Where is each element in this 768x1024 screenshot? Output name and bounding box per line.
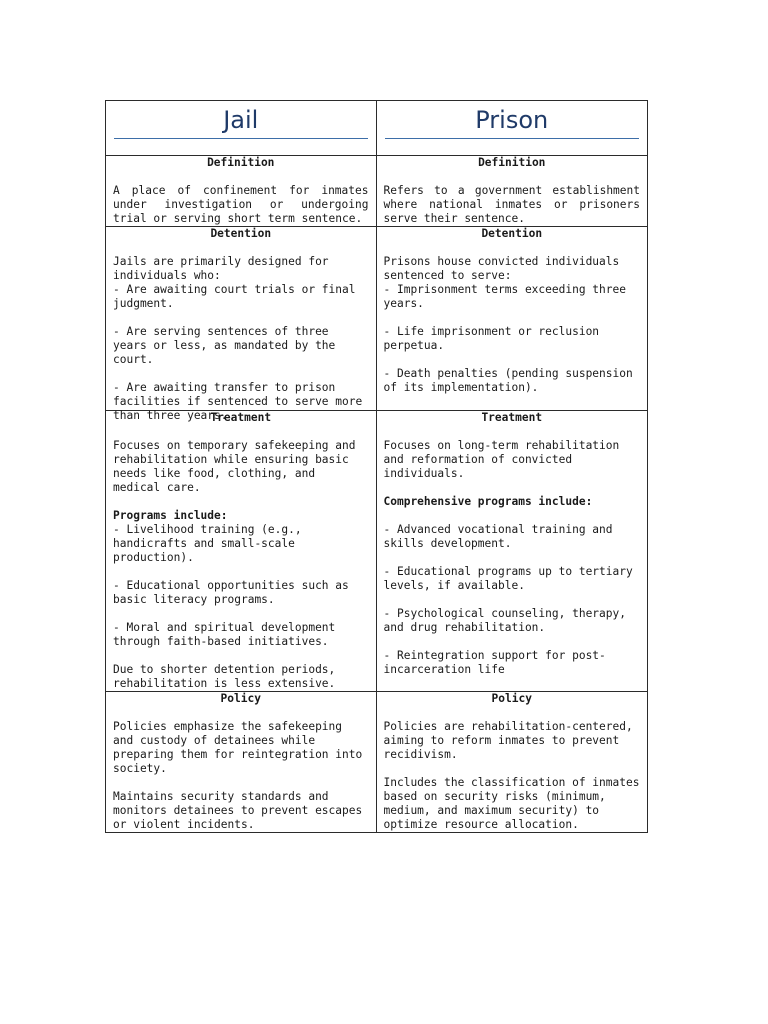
definition-row (106, 155, 647, 226)
jail-header-cell (106, 101, 377, 155)
jail-detention-intro: Jails are primarily designed for individuals who: (113, 255, 329, 282)
list-item: - Life imprisonment or reclusion perpetua. (383, 325, 600, 352)
list-item: - Death penalties (pending suspension of its implementation). (383, 367, 633, 394)
jail-policy-cell (106, 692, 377, 832)
prison-title-underline (385, 138, 640, 139)
section-heading: Policy (491, 692, 532, 705)
header-row (106, 101, 647, 155)
prison-definition-cell (377, 156, 648, 226)
list-item: - Imprisonment terms exceeding three years. (383, 283, 626, 310)
jail-treatment-outro: Due to shorter detention periods, rehabilitation is less extensive. (113, 663, 336, 690)
comparison-table (105, 100, 648, 833)
jail-policy-paragraph: Policies emphasize the safekeeping and custody of detainees while preparing them for reintegration into society. (113, 720, 363, 775)
list-item: - Are awaiting transfer to prison facilities if sentenced to serve more than three years. (113, 381, 363, 422)
jail-title-underline (114, 138, 368, 139)
prison-header-cell (377, 101, 648, 155)
prison-detention-intro: Prisons house convicted individuals sentenced to serve: (383, 255, 620, 282)
list-item: - Reintegration support for post-incarceration life (383, 649, 606, 676)
section-heading: Treatment (481, 411, 543, 424)
programs-label: Comprehensive programs include: (383, 495, 593, 508)
list-item: - Educational programs up to tertiary levels, if available. (383, 565, 633, 592)
section-heading: Definition (207, 156, 275, 169)
list-item: - Livelihood training (e.g., handicrafts and small-scale production). (113, 523, 302, 564)
prison-policy-paragraph: Includes the classification of inmates based on security risks (minimum, medium, and maximum security) to optimize resource allocation. (383, 776, 640, 831)
jail-policy-paragraph: Maintains security standards and monitors detainees to prevent escapes or violent incidents. (113, 790, 363, 831)
list-item: - Educational opportunities such as basic literacy programs. (113, 579, 349, 606)
section-heading: Detention (210, 227, 272, 240)
list-item: - Are awaiting court trials or final judgment. (113, 283, 356, 310)
prison-policy-paragraph: Policies are rehabilitation-centered, aiming to reform inmates to prevent recidivism. (383, 720, 633, 761)
list-item: - Are serving sentences of three years or less, as mandated by the court. (113, 325, 336, 366)
prison-definition-text: Refers to a government establishment where national inmates or prisoners serve their sentence. (383, 184, 640, 225)
prison-policy-cell (377, 692, 648, 832)
prison-detention-cell (377, 227, 648, 410)
list-item: - Advanced vocational training and skills development. (383, 523, 613, 550)
jail-treatment-cell (106, 411, 377, 691)
jail-title: Jail (223, 106, 259, 134)
section-heading: Detention (481, 227, 543, 240)
list-item: - Moral and spiritual development through faith-based initiatives. (113, 621, 336, 648)
section-heading: Treatment (210, 411, 272, 424)
list-item: - Psychological counseling, therapy, and drug rehabilitation. (383, 607, 626, 634)
prison-title: Prison (475, 106, 549, 134)
jail-treatment-intro: Focuses on temporary safekeeping and rehabilitation while ensuring basic needs like food, clothing, and medical care. (113, 439, 356, 494)
section-heading: Policy (220, 692, 261, 705)
treatment-row (106, 410, 647, 691)
programs-label: Programs include: (113, 509, 228, 522)
section-heading: Definition (478, 156, 546, 169)
policy-row (106, 691, 647, 832)
prison-treatment-cell (377, 411, 648, 691)
prison-treatment-intro: Focuses on long-term rehabilitation and reformation of convicted individuals. (383, 439, 620, 480)
jail-definition-text: A place of confinement for inmates under investigation or undergoing trial or serving short term sentence. (113, 184, 369, 225)
jail-definition-cell (106, 156, 377, 226)
